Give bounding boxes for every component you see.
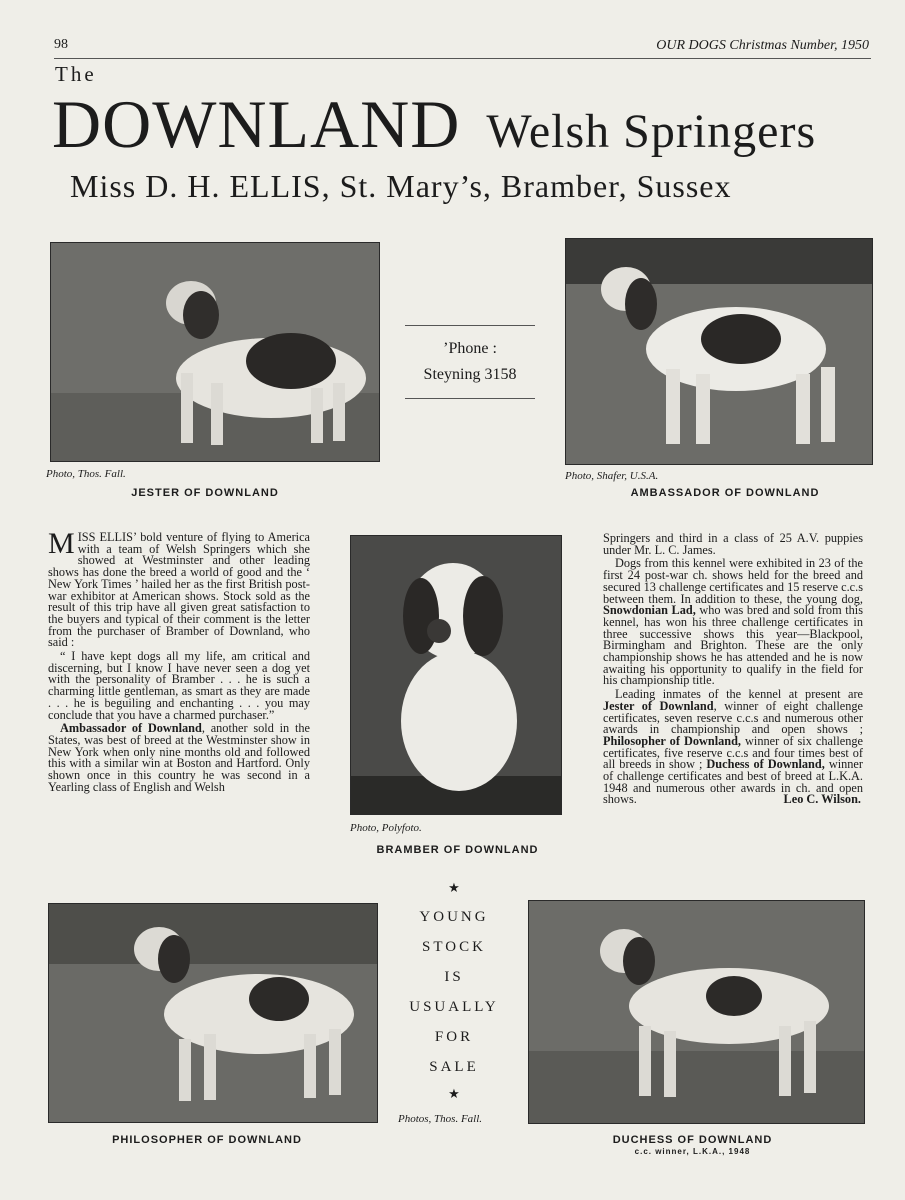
- photo-credit: Photo, Thos. Fall.: [46, 468, 126, 480]
- dog-image: [351, 536, 561, 814]
- article-column-right: [603, 533, 863, 863]
- notice-line: FOR: [434, 1029, 474, 1045]
- notice-line: YOUNG: [419, 909, 489, 925]
- kennel-name: DOWNLAND: [52, 86, 461, 162]
- notice-line: STOCK: [422, 939, 486, 955]
- dog-image: [566, 239, 872, 464]
- article-paragraph: Springers and third in a class of 25 A.V. puppies under Mr. L. C. James.: [603, 531, 863, 557]
- notice-line: SALE: [429, 1059, 479, 1075]
- notice-line: USUALLY: [409, 999, 499, 1015]
- photo-caption: BRAMBER OF DOWNLAND: [376, 844, 539, 856]
- photo-caption: AMBASSADOR OF DOWNLAND: [630, 487, 820, 499]
- publication-title: OUR DOGS Christmas Number, 1950: [656, 38, 869, 53]
- photo-credit: Photos, Thos. Fall.: [398, 1113, 483, 1125]
- star-icon: ★: [448, 880, 460, 895]
- dog-image: [49, 904, 377, 1122]
- article-column-left: [48, 527, 310, 862]
- owner-address: Miss D. H. ELLIS, St. Mary’s, Bramber, Sussex: [70, 168, 732, 204]
- header-rule: [54, 58, 871, 59]
- photo-jester: [50, 242, 380, 462]
- page-title: [52, 86, 816, 170]
- page-number: 98: [54, 37, 68, 52]
- photo-philosopher: [48, 903, 378, 1123]
- article-paragraph: Dogs from this kennel were exhibited in 23 of the first 24 post-war ch. shows held for the breed and secured 13 challenge certificates and 15 reserve c.c.s between them. In addition to these, the young dog, Snowdonian Lad, who was bred and sold from this kennel, has won his three challenge certificates in three successive shows this year—Blackpool, Birmingham and Brighton. These are the only championship shows he has attended and he is now awaiting his opportunity to qualify in the field for his championship title.: [603, 556, 863, 688]
- photo-ambassador: [565, 238, 873, 465]
- phone-number: Steyning 3158: [423, 366, 517, 383]
- photo-caption: JESTER OF DOWNLAND: [131, 487, 279, 499]
- dog-image: [51, 243, 379, 461]
- title-prefix: The: [55, 62, 97, 86]
- photo-duchess: [528, 900, 865, 1124]
- photo-credit: Photo, Polyfoto.: [350, 822, 422, 834]
- article-paragraph: Ambassador of Downland, another sold in the States, was best of breed at the Westminster show in New York when only nine months old and followed this with a similar win at Boston and Hartford. Only shown once in this country he was second in a Yearling class of English and Welsh: [48, 721, 310, 794]
- drop-cap: M: [48, 527, 75, 560]
- notice-line: IS: [444, 969, 464, 985]
- article-paragraph: Leading inmates of the kennel at present are Jester of Downland, winner of eight challenge certificates, seven reserve c.c.s and numerous other awards in championship and open shows ; Philosopher of Downland, winner of six challenge certificates, five reserve c.c.s and four times best of all breeds in show ; Duchess of Downland, winner of challenge certificates and best of breed at L.K.A. 1948 and numerous other awards in ch. and open shows. Leo C. Wilson.: [603, 687, 863, 807]
- photo-credit: Photo, Shafer, U.S.A.: [565, 470, 659, 482]
- photo-caption: PHILOSOPHER OF DOWNLAND: [112, 1134, 302, 1146]
- photo-bramber: [350, 535, 562, 815]
- breed-name: Welsh Springers: [486, 105, 817, 158]
- photo-caption: DUCHESS OF DOWNLAND: [612, 1134, 773, 1146]
- phone-label: ’Phone :: [443, 340, 497, 357]
- article-paragraph: MISS ELLIS’ bold venture of flying to America with a team of Welsh Springers which she showed at Westminster and other leading shows has done the breed a world of good and the ‘ New York Times ’ hailed her as the first British post-war exhibitor at American shows. Stock sold as the result of this trip have all given great satisfaction to the buyers and typical of their comment is the letter from the purchaser of Bramber of Downland, who said :: [48, 527, 310, 650]
- dog-image: [529, 901, 864, 1123]
- star-icon: ★: [448, 1086, 460, 1101]
- article-paragraph: “ I have kept dogs all my life, am critical and discerning, but I know I have never seen a dog yet with the personality of Bramber . . . he is such a charming little gentleman, as smart as they are made . . . he is beguiling and enchanting . . . you may conclude that you have a charmed purchaser.”: [48, 649, 310, 722]
- young-stock-notice: [395, 880, 513, 1102]
- photo-subcaption: c.c. winner, L.K.A., 1948: [634, 1147, 751, 1156]
- author-signature: Leo C. Wilson.: [783, 792, 861, 807]
- phone-box: [405, 325, 535, 399]
